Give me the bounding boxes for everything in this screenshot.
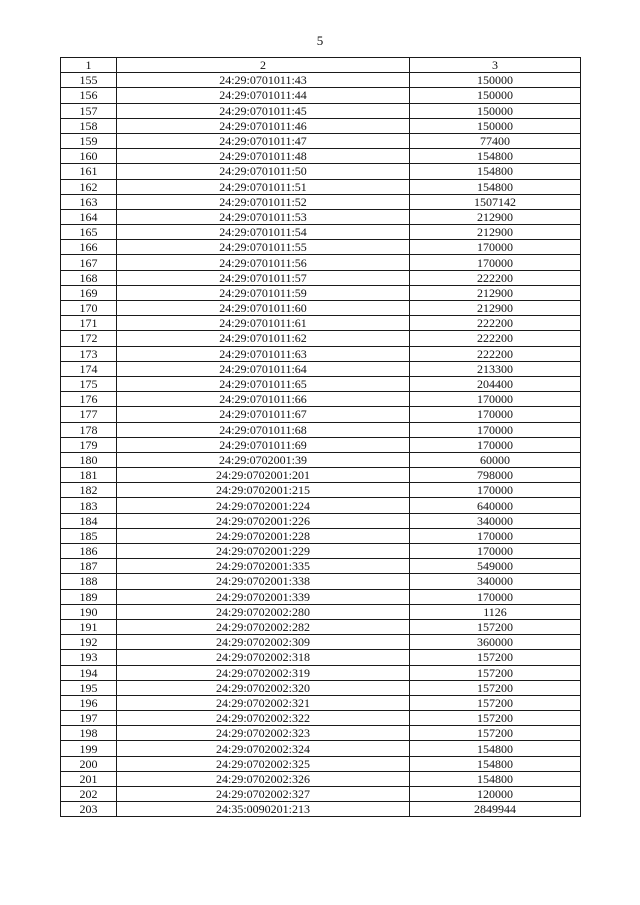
cadastral-number-cell: 24:29:0701011:63 xyxy=(117,346,410,361)
row-number-cell: 181 xyxy=(61,468,117,483)
table-row xyxy=(61,361,581,376)
cadastral-number-cell: 24:29:0701011:62 xyxy=(117,331,410,346)
table-row xyxy=(61,680,581,695)
row-number-cell: 166 xyxy=(61,240,117,255)
row-number-cell: 158 xyxy=(61,118,117,133)
cadastral-number-cell: 24:29:0701011:57 xyxy=(117,270,410,285)
cadastral-number-cell: 24:29:0701011:65 xyxy=(117,376,410,391)
cadastral-number-cell: 24:29:0701011:55 xyxy=(117,240,410,255)
cadastral-number-cell: 24:29:0701011:43 xyxy=(117,73,410,88)
table-row xyxy=(61,574,581,589)
cadastral-number-cell: 24:29:0701011:53 xyxy=(117,209,410,224)
table-row xyxy=(61,468,581,483)
value-cell: 549000 xyxy=(410,559,581,574)
cadastral-number-cell: 24:29:0701011:44 xyxy=(117,88,410,103)
table-row xyxy=(61,209,581,224)
value-cell: 1507142 xyxy=(410,194,581,209)
table-row xyxy=(61,513,581,528)
value-cell: 170000 xyxy=(410,422,581,437)
value-cell: 640000 xyxy=(410,498,581,513)
row-number-cell: 196 xyxy=(61,695,117,710)
value-cell: 222200 xyxy=(410,346,581,361)
table-row xyxy=(61,331,581,346)
value-cell: 170000 xyxy=(410,437,581,452)
value-cell: 170000 xyxy=(410,483,581,498)
row-number-cell: 195 xyxy=(61,680,117,695)
cadastral-number-cell: 24:29:0702002:321 xyxy=(117,695,410,710)
value-cell: 360000 xyxy=(410,635,581,650)
row-number-cell: 198 xyxy=(61,726,117,741)
table-row xyxy=(61,787,581,802)
row-number-cell: 188 xyxy=(61,574,117,589)
value-cell: 150000 xyxy=(410,118,581,133)
value-cell: 170000 xyxy=(410,255,581,270)
cadastral-number-cell: 24:29:0702002:318 xyxy=(117,650,410,665)
row-number-cell: 155 xyxy=(61,73,117,88)
page-number: 5 xyxy=(316,33,324,48)
row-number-cell: 161 xyxy=(61,164,117,179)
row-number-cell: 185 xyxy=(61,528,117,543)
value-cell: 154800 xyxy=(410,179,581,194)
row-number-cell: 165 xyxy=(61,225,117,240)
value-cell: 212900 xyxy=(410,225,581,240)
cadastral-number-cell: 24:29:0702001:215 xyxy=(117,483,410,498)
table-row xyxy=(61,225,581,240)
value-cell: 213300 xyxy=(410,361,581,376)
row-number-cell: 189 xyxy=(61,589,117,604)
table-row xyxy=(61,650,581,665)
table-header xyxy=(61,58,581,73)
cadastral-number-cell: 24:29:0702001:226 xyxy=(117,513,410,528)
row-number-cell: 168 xyxy=(61,270,117,285)
table-row xyxy=(61,711,581,726)
value-cell: 157200 xyxy=(410,650,581,665)
cadastral-number-cell: 24:29:0701011:52 xyxy=(117,194,410,209)
value-cell: 150000 xyxy=(410,73,581,88)
value-cell: 2849944 xyxy=(410,802,581,817)
cadastral-number-cell: 24:29:0702001:229 xyxy=(117,544,410,559)
row-number-cell: 159 xyxy=(61,133,117,148)
value-cell: 150000 xyxy=(410,103,581,118)
cadastral-number-cell: 24:29:0701011:59 xyxy=(117,285,410,300)
row-number-cell: 192 xyxy=(61,635,117,650)
cadastral-number-cell: 24:29:0702002:322 xyxy=(117,711,410,726)
value-cell: 154800 xyxy=(410,771,581,786)
cadastral-number-cell: 24:29:0702002:309 xyxy=(117,635,410,650)
table-row xyxy=(61,407,581,422)
table-row xyxy=(61,498,581,513)
table-row xyxy=(61,422,581,437)
row-number-cell: 160 xyxy=(61,149,117,164)
row-number-cell: 202 xyxy=(61,787,117,802)
value-cell: 154800 xyxy=(410,149,581,164)
table-row xyxy=(61,88,581,103)
cadastral-number-cell: 24:29:0701011:54 xyxy=(117,225,410,240)
cadastral-number-cell: 24:29:0701011:47 xyxy=(117,133,410,148)
table-row xyxy=(61,133,581,148)
value-cell: 170000 xyxy=(410,589,581,604)
cadastral-number-cell: 24:29:0701011:64 xyxy=(117,361,410,376)
cadastral-number-cell: 24:29:0702001:339 xyxy=(117,589,410,604)
value-cell: 77400 xyxy=(410,133,581,148)
cadastral-number-cell: 24:29:0702002:324 xyxy=(117,741,410,756)
table-row xyxy=(61,695,581,710)
row-number-cell: 175 xyxy=(61,376,117,391)
row-number-cell: 182 xyxy=(61,483,117,498)
row-number-cell: 171 xyxy=(61,316,117,331)
header-row xyxy=(61,58,581,73)
cadastral-number-cell: 24:29:0701011:66 xyxy=(117,392,410,407)
row-number-cell: 177 xyxy=(61,407,117,422)
value-cell: 222200 xyxy=(410,316,581,331)
value-cell: 340000 xyxy=(410,513,581,528)
cadastral-number-cell: 24:29:0702002:327 xyxy=(117,787,410,802)
value-cell: 212900 xyxy=(410,301,581,316)
row-number-cell: 167 xyxy=(61,255,117,270)
row-number-cell: 157 xyxy=(61,103,117,118)
table-row xyxy=(61,73,581,88)
value-cell: 154800 xyxy=(410,756,581,771)
table-row xyxy=(61,301,581,316)
value-cell: 212900 xyxy=(410,209,581,224)
table-row xyxy=(61,376,581,391)
value-cell: 157200 xyxy=(410,711,581,726)
value-cell: 154800 xyxy=(410,164,581,179)
table-row xyxy=(61,270,581,285)
value-cell: 60000 xyxy=(410,452,581,467)
row-number-cell: 187 xyxy=(61,559,117,574)
row-number-cell: 176 xyxy=(61,392,117,407)
table-row xyxy=(61,164,581,179)
row-number-cell: 179 xyxy=(61,437,117,452)
row-number-cell: 183 xyxy=(61,498,117,513)
cadastral-number-cell: 24:29:0702001:224 xyxy=(117,498,410,513)
cadastral-number-cell: 24:29:0701011:60 xyxy=(117,301,410,316)
cadastral-number-cell: 24:29:0701011:46 xyxy=(117,118,410,133)
row-number-cell: 156 xyxy=(61,88,117,103)
table-row xyxy=(61,741,581,756)
value-cell: 798000 xyxy=(410,468,581,483)
cadastral-number-cell: 24:29:0702001:201 xyxy=(117,468,410,483)
value-cell: 222200 xyxy=(410,270,581,285)
value-cell: 1126 xyxy=(410,604,581,619)
row-number-cell: 201 xyxy=(61,771,117,786)
row-number-cell: 174 xyxy=(61,361,117,376)
table-row xyxy=(61,316,581,331)
value-cell: 222200 xyxy=(410,331,581,346)
cadastral-number-cell: 24:29:0701011:51 xyxy=(117,179,410,194)
row-number-cell: 184 xyxy=(61,513,117,528)
value-cell: 154800 xyxy=(410,741,581,756)
cadastral-number-cell: 24:29:0702002:282 xyxy=(117,619,410,634)
cadastral-number-cell: 24:29:0701011:68 xyxy=(117,422,410,437)
value-cell: 170000 xyxy=(410,407,581,422)
value-cell: 120000 xyxy=(410,787,581,802)
table-row xyxy=(61,392,581,407)
row-number-cell: 172 xyxy=(61,331,117,346)
value-cell: 157200 xyxy=(410,726,581,741)
table-row xyxy=(61,619,581,634)
row-number-cell: 197 xyxy=(61,711,117,726)
value-cell: 204400 xyxy=(410,376,581,391)
cadastral-number-cell: 24:29:0701011:48 xyxy=(117,149,410,164)
cadastral-number-cell: 24:29:0702002:280 xyxy=(117,604,410,619)
cadastral-number-cell: 24:35:0090201:213 xyxy=(117,802,410,817)
value-cell: 170000 xyxy=(410,544,581,559)
registry-table xyxy=(60,57,581,817)
value-cell: 157200 xyxy=(410,665,581,680)
table-row xyxy=(61,726,581,741)
cadastral-number-cell: 24:29:0701011:50 xyxy=(117,164,410,179)
cadastral-number-cell: 24:29:0701011:45 xyxy=(117,103,410,118)
table-row xyxy=(61,103,581,118)
row-number-cell: 203 xyxy=(61,802,117,817)
row-number-cell: 169 xyxy=(61,285,117,300)
table-row xyxy=(61,437,581,452)
value-cell: 150000 xyxy=(410,88,581,103)
table-row xyxy=(61,194,581,209)
value-cell: 157200 xyxy=(410,619,581,634)
table-row xyxy=(61,255,581,270)
cadastral-number-cell: 24:29:0702002:319 xyxy=(117,665,410,680)
table-body xyxy=(61,73,581,817)
table-row xyxy=(61,285,581,300)
value-cell: 170000 xyxy=(410,528,581,543)
cadastral-number-cell: 24:29:0702001:335 xyxy=(117,559,410,574)
cadastral-number-cell: 24:29:0701011:69 xyxy=(117,437,410,452)
table-row xyxy=(61,544,581,559)
cadastral-number-cell: 24:29:0702002:323 xyxy=(117,726,410,741)
row-number-cell: 180 xyxy=(61,452,117,467)
cadastral-number-cell: 24:29:0702002:325 xyxy=(117,756,410,771)
table-row xyxy=(61,483,581,498)
table-row xyxy=(61,635,581,650)
row-number-cell: 190 xyxy=(61,604,117,619)
row-number-cell: 186 xyxy=(61,544,117,559)
row-number-cell: 162 xyxy=(61,179,117,194)
row-number-cell: 200 xyxy=(61,756,117,771)
row-number-cell: 191 xyxy=(61,619,117,634)
cadastral-number-cell: 24:29:0702002:320 xyxy=(117,680,410,695)
cadastral-number-cell: 24:29:0701011:61 xyxy=(117,316,410,331)
cadastral-number-cell: 24:29:0701011:67 xyxy=(117,407,410,422)
row-number-cell: 199 xyxy=(61,741,117,756)
cadastral-number-cell: 24:29:0702001:39 xyxy=(117,452,410,467)
value-cell: 170000 xyxy=(410,392,581,407)
table-row xyxy=(61,604,581,619)
table-row xyxy=(61,802,581,817)
table-row xyxy=(61,528,581,543)
column-header-3: 3 xyxy=(410,58,581,73)
table-row xyxy=(61,346,581,361)
value-cell: 170000 xyxy=(410,240,581,255)
value-cell: 340000 xyxy=(410,574,581,589)
column-header-1: 1 xyxy=(61,58,117,73)
table-row xyxy=(61,589,581,604)
value-cell: 157200 xyxy=(410,680,581,695)
table-row xyxy=(61,665,581,680)
table-row xyxy=(61,452,581,467)
row-number-cell: 170 xyxy=(61,301,117,316)
cadastral-number-cell: 24:29:0702001:338 xyxy=(117,574,410,589)
value-cell: 157200 xyxy=(410,695,581,710)
table-row xyxy=(61,240,581,255)
table-row xyxy=(61,771,581,786)
table-row xyxy=(61,559,581,574)
table-row xyxy=(61,179,581,194)
table-row xyxy=(61,118,581,133)
row-number-cell: 173 xyxy=(61,346,117,361)
cadastral-number-cell: 24:29:0702002:326 xyxy=(117,771,410,786)
row-number-cell: 164 xyxy=(61,209,117,224)
table-row xyxy=(61,149,581,164)
table-row xyxy=(61,756,581,771)
row-number-cell: 163 xyxy=(61,194,117,209)
row-number-cell: 178 xyxy=(61,422,117,437)
row-number-cell: 194 xyxy=(61,665,117,680)
row-number-cell: 193 xyxy=(61,650,117,665)
column-header-2: 2 xyxy=(117,58,410,73)
value-cell: 212900 xyxy=(410,285,581,300)
cadastral-number-cell: 24:29:0702001:228 xyxy=(117,528,410,543)
cadastral-number-cell: 24:29:0701011:56 xyxy=(117,255,410,270)
